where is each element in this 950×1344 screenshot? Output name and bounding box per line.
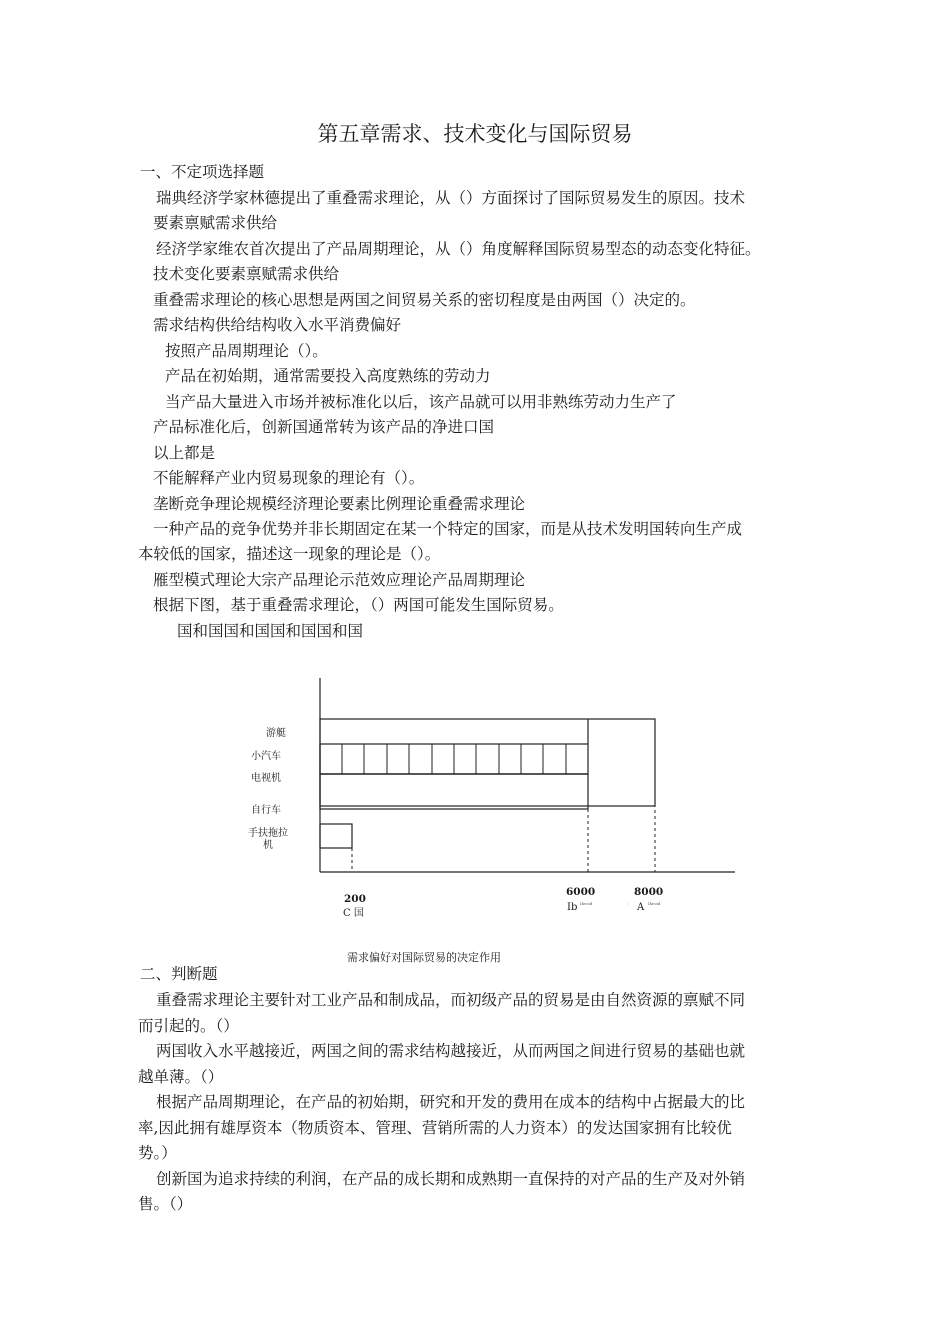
section-heading-judgement: 二、判断题 bbox=[140, 965, 218, 983]
ylabel-car: 小汽车 bbox=[251, 751, 281, 762]
xtick-mark: : bbox=[627, 901, 629, 906]
option-line: 要素禀赋需求供给 bbox=[153, 214, 278, 232]
question-line: 一种产品的竞争优势并非长期固定在某一个特定的国家，而是从技术发明国转向生产成 bbox=[153, 520, 743, 538]
xtick-8000: 8000 bbox=[634, 886, 664, 898]
option-line: 雁型模式理论大宗产品理论示范效应理论产品周期理论 bbox=[153, 571, 526, 589]
question-line: 根据下图，基于重叠需求理论，（）两国可能发生国际贸易。 bbox=[153, 596, 564, 614]
statement-line: 创新国为追求持续的利润，在产品的成长期和成熟期一直保持的对产品的生产及对外销 bbox=[156, 1170, 746, 1188]
xtick-country-a: A bbox=[637, 902, 645, 913]
statement-line: 两国收入水平越接近，两国之间的需求结构越接近，从而两国之间进行贸易的基础也就 bbox=[156, 1042, 746, 1060]
car-bar-dividers bbox=[342, 744, 566, 774]
statement-line: 率,因此拥有雄厚资本（物质资本、管理、营销所需的人力资本）的发达国家拥有比较优 bbox=[138, 1119, 732, 1137]
yacht-bar bbox=[320, 719, 655, 806]
question-line: 不能解释产业内贸易现象的理论有（）。 bbox=[153, 469, 425, 487]
option-line: 产品在初始期，通常需要投入高度熟练的劳动力 bbox=[165, 367, 491, 385]
xtick-country-c: C 国 bbox=[343, 908, 364, 919]
xtick-mark: Ihroid bbox=[648, 901, 661, 906]
bicycle-bar bbox=[320, 774, 588, 809]
option-line: 当产品大量进入市场并被标准化以后，该产品就可以用非熟练劳动力生产了 bbox=[165, 393, 677, 411]
option-line: 垄断竞争理论规模经济理论要素比例理论重叠需求理论 bbox=[153, 495, 526, 513]
ylabel-yacht: 游艇 bbox=[266, 728, 286, 739]
tractor-bar bbox=[320, 824, 352, 848]
question-line: 本较低的国家，描述这一现象的理论是（）。 bbox=[138, 545, 441, 563]
option-line: 技术变化要素禀赋需求供给 bbox=[153, 265, 340, 283]
option-line: 以上都是 bbox=[153, 444, 216, 462]
statement-line: 根据产品周期理论，在产品的初始期，研究和开发的费用在成本的结构中占据最大的比 bbox=[156, 1093, 746, 1111]
question-line: 重叠需求理论的核心思想是两国之间贸易关系的密切程度是由两国（）决定的。 bbox=[153, 291, 696, 309]
question-line: 瑞典经济学家林德提出了重叠需求理论，从（）方面探讨了国际贸易发生的原因。技术 bbox=[156, 189, 746, 207]
statement-line: 售。（） bbox=[138, 1195, 193, 1213]
option-line: 国和国国和国国和国国和国 bbox=[177, 622, 364, 640]
question-line: 经济学家维农首次提出了产品周期理论，从（）角度解释国际贸易型态的动态变化特征。 bbox=[156, 240, 761, 258]
ylabel-tractor-cont: 机 bbox=[263, 840, 273, 851]
xtick-6000: 6000 bbox=[566, 886, 596, 898]
xtick-200: 200 bbox=[344, 893, 366, 905]
statement-line: 重叠需求理论主要针对工业产品和制成品，而初级产品的贸易是由自然资源的禀赋不同 bbox=[156, 991, 746, 1009]
figure-caption: 需求偏好对国际贸易的决定作用 bbox=[347, 951, 501, 964]
ylabel-tv: 电视机 bbox=[251, 773, 281, 784]
statement-line: 势。） bbox=[138, 1144, 177, 1162]
section-heading-choice: 一、不定项选择题 bbox=[140, 163, 265, 181]
dashed-guides bbox=[352, 780, 655, 872]
page-title: 第五章需求、技术变化与国际贸易 bbox=[317, 122, 633, 146]
option-line: 产品标准化后，创新国通常转为该产品的净进口国 bbox=[153, 418, 495, 436]
statement-line: 而引起的。（） bbox=[138, 1017, 239, 1035]
xtick-mark: Ihroid bbox=[580, 901, 593, 906]
ylabel-tractor: 手扶拖拉 bbox=[248, 828, 288, 839]
option-line: 需求结构供给结构收入水平消费偏好 bbox=[153, 316, 402, 334]
statement-line: 越单薄。（） bbox=[138, 1068, 224, 1086]
xtick-country-b: Ib bbox=[567, 902, 578, 913]
question-line: 按照产品周期理论（）。 bbox=[165, 342, 328, 360]
ylabel-bicycle: 自行车 bbox=[251, 805, 281, 816]
figure-graphic bbox=[0, 670, 950, 970]
